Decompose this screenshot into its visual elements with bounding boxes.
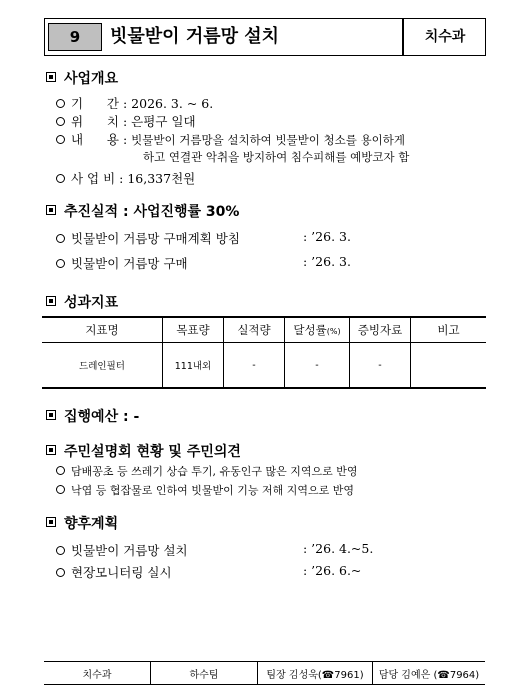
footer-staff: 담당 김예은 (☎7964)	[373, 662, 486, 685]
section-title: 향후계획	[64, 516, 119, 532]
circle-bullet-icon	[56, 99, 65, 108]
square-bullet-icon	[46, 517, 56, 527]
circle-bullet-icon	[56, 174, 65, 183]
item-text: 빗물받이 거름망 설치	[71, 543, 188, 558]
item-text: 담배꽁초 등 쓰레기 상습 투기, 유동인구 많은 지역으로 반영	[71, 465, 358, 478]
table-row	[42, 343, 486, 389]
col-rate	[285, 317, 350, 343]
field-label: 내 용 :	[71, 132, 128, 147]
item-number: 9	[48, 23, 102, 51]
section-kpi	[46, 292, 118, 312]
overview-content-cont: 하고 연결관 악취을 방지하여 침수피해를 예방코자 함	[143, 150, 410, 164]
footer-manager: 팀장 김성욱(☎7961)	[258, 662, 373, 685]
square-bullet-icon	[46, 205, 56, 215]
section-progress	[46, 201, 239, 221]
overview-period	[56, 94, 213, 112]
square-bullet-icon	[46, 410, 56, 420]
item-text: 낙엽 등 협잡물로 인하여 빗물받이 기능 저해 지역으로 반영	[71, 484, 354, 497]
kpi-table	[42, 316, 486, 389]
opinion-item	[56, 463, 358, 479]
overview-location	[56, 112, 196, 130]
square-bullet-icon	[46, 445, 56, 455]
field-value: 은평구 일대	[131, 114, 196, 129]
plan-item	[56, 541, 188, 559]
square-bullet-icon	[46, 72, 56, 82]
col-actual: 실적량	[224, 317, 285, 343]
overview-content	[56, 130, 405, 148]
field-value: 16,337천원	[127, 171, 196, 186]
field-label: 사 업 비 :	[71, 171, 124, 186]
department-label: 치수과	[424, 29, 466, 45]
plan-date: : ’26. 6.~	[303, 563, 362, 578]
section-opinion	[46, 441, 241, 461]
col-rate-label: 달성률	[293, 323, 327, 337]
circle-bullet-icon	[56, 259, 65, 268]
footer-row	[44, 662, 485, 685]
progress-date: : ’26. 3.	[303, 254, 351, 269]
col-target: 목표량	[163, 317, 224, 343]
section-title: 성과지표	[64, 295, 119, 311]
circle-bullet-icon	[56, 466, 65, 475]
item-text: 빗물받이 거름망 구매	[71, 256, 188, 271]
plan-item	[56, 563, 172, 581]
progress-date: : ’26. 3.	[303, 229, 351, 244]
cell-target: 111내외	[163, 343, 224, 389]
circle-bullet-icon	[56, 546, 65, 555]
cell-indicator: 드레인필터	[42, 343, 163, 389]
progress-item	[56, 254, 188, 272]
section-title: 집행예산 : -	[64, 409, 140, 425]
field-label: 기 간 :	[71, 96, 128, 111]
circle-bullet-icon	[56, 568, 65, 577]
circle-bullet-icon	[56, 234, 65, 243]
cell-actual: -	[224, 343, 285, 389]
section-title: 사업개요	[64, 71, 119, 87]
square-bullet-icon	[46, 296, 56, 306]
page-title: 빗물받이 거름망 설치	[110, 26, 280, 47]
progress-item	[56, 229, 240, 247]
overview-budget	[56, 169, 195, 187]
table-header-row	[42, 317, 486, 343]
col-evidence: 증빙자료	[350, 317, 411, 343]
col-rate-unit: (%)	[326, 327, 341, 336]
circle-bullet-icon	[56, 117, 65, 126]
field-value: 빗물받이 거름망을 설치하여 빗물받이 청소를 용이하게	[131, 133, 405, 147]
col-indicator: 지표명	[42, 317, 163, 343]
cell-remarks	[411, 343, 487, 389]
footer-team: 하수팀	[151, 662, 258, 685]
section-budget	[46, 406, 139, 426]
cell-evidence: -	[350, 343, 411, 389]
plan-date: : ’26. 4.~5.	[303, 541, 374, 556]
field-value: 2026. 3. ~ 6.	[131, 96, 214, 111]
circle-bullet-icon	[56, 135, 65, 144]
item-text: 빗물받이 거름망 구매계획 방침	[71, 231, 240, 246]
footer-table	[44, 661, 485, 685]
footer-dept: 치수과	[44, 662, 151, 685]
opinion-item	[56, 482, 354, 498]
section-title: 추진실적 : 사업진행률 30%	[64, 204, 240, 220]
cell-rate: -	[285, 343, 350, 389]
section-title: 주민설명회 현황 및 주민의견	[64, 444, 241, 460]
item-text: 현장모니터링 실시	[71, 565, 172, 580]
section-overview	[46, 68, 118, 88]
col-remarks: 비고	[411, 317, 487, 343]
section-plan	[46, 513, 118, 533]
field-label: 위 치 :	[71, 114, 128, 129]
circle-bullet-icon	[56, 485, 65, 494]
